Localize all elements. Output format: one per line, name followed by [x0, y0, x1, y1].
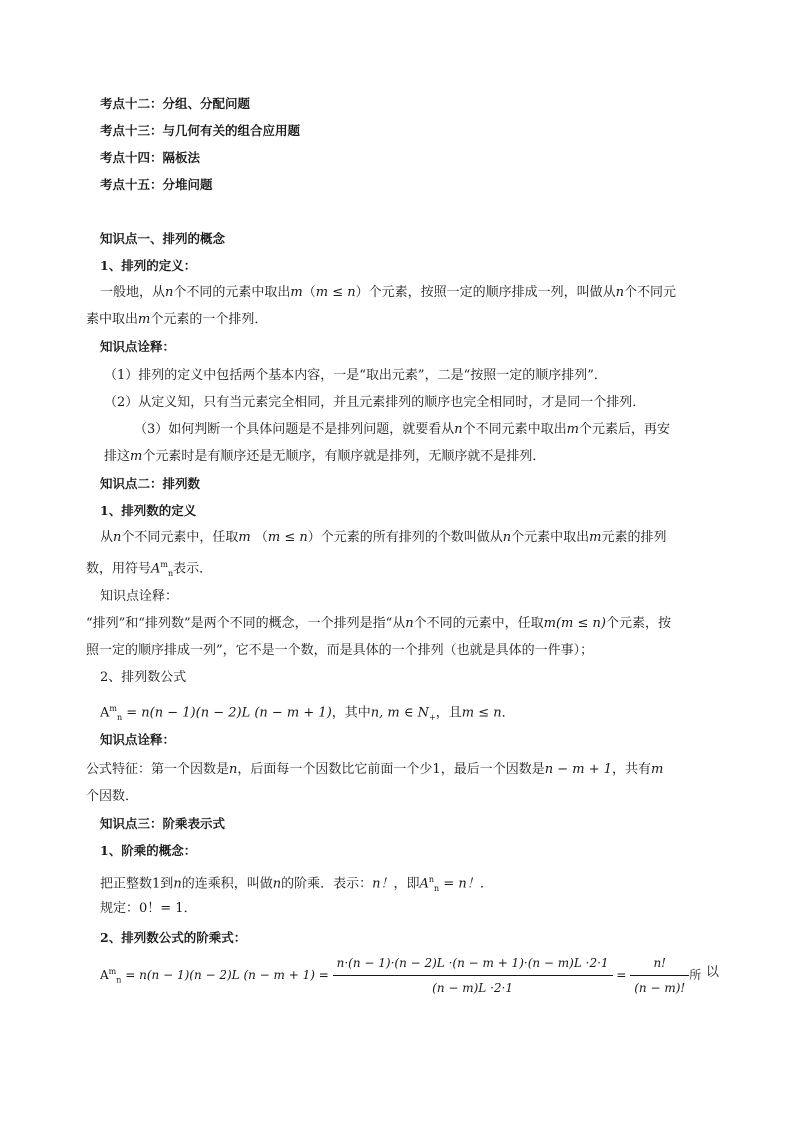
feature-line-1: 公式特征：第一个因数是n，后面每一个因数比它前面一个少1，最后一个因数是n − m + 1，共有m — [86, 762, 664, 777]
outline-item-15: 考点十五：分堆问题 — [100, 177, 213, 192]
note2-line-2: 照一定的顺序排成一列”，它不是一个数，而是具体的一个排列（也就是具体的一件事）； — [86, 643, 594, 658]
note-title-1: 知识点诠释： — [100, 339, 176, 354]
fraction-factorial: $\frac{n!}{(n - m)!}$ — [630, 953, 689, 998]
rule-line: 规定：0！= 1． — [100, 901, 197, 916]
factorial-title: 2、排列数公式的阶乘式： — [100, 930, 247, 945]
concept-title: 1、阶乘的概念： — [100, 843, 197, 858]
note-1: （1）排列的定义中包括两个基本内容，一是“取出元素”，二是“按照一定的顺序排列”． — [104, 368, 607, 383]
formula-tail: 以 — [706, 965, 720, 980]
note-title-2: 知识点诠释： — [100, 589, 179, 604]
definition-line-2: 素中取出m个元素的一个排列． — [86, 312, 268, 327]
definition-title-1: 1、排列的定义： — [100, 258, 197, 273]
note2-line-1: “排列”和“排列数”是两个不同的概念，一个排列是指“从n个不同的元素中，任取m(m ≤ n)个元素，按 — [86, 616, 671, 631]
outline-item-14: 考点十四：隔板法 — [100, 150, 201, 165]
definition-line-1: 一般地，从n个不同的元素中取出m（m ≤ n）个元素，按照一定的顺序排成一列，叫做从n个不同元 — [100, 285, 677, 300]
definition2-line-1: 从n个不同元素中，任取m （m ≤ n）个元素的所有排列的个数叫做从n个元素中取出m元素的排列 — [100, 530, 667, 545]
note-title-3: 知识点诠释： — [100, 732, 176, 747]
definition2-line-2: 数，用符号$A^m_n$表示． — [86, 560, 213, 578]
feature-line-2: 个因数． — [86, 789, 139, 804]
note-3-line-2: 排这m个元素时是有顺序还是无顺序，有顺序就是排列，无顺序就不是排列． — [104, 449, 546, 464]
permutation-formula: $A^m_n = n(n - 1)(n - 2)L$ (n − m + 1)，其中n, m ∈ $N_+$，且m ≤ n． — [100, 704, 515, 722]
outline-item-13: 考点十三：与几何有关的组合应用题 — [100, 123, 301, 138]
section-heading-1: 知识点一、排列的概念 — [100, 231, 226, 246]
factorial-formula: $A^m_n = n(n - 1)(n - 2)L$ (n − m + 1) = $\frac{n\cdot(n - 1)\cdot(n - 2)L \cdot(n - m + 1)\cdot(n - m)L \cdot 2\cdot 1}{(n - m)L \cdot 2\cdot 1}$ = $\frac{n!}{(n - m)!}$ 所 — [100, 953, 701, 998]
note-3-line-1: （3）如何判断一个具体问题是不是排列问题，就要看从n个不同元素中取出m个元素后，再安 — [134, 422, 671, 437]
outline-item-12: 考点十二：分组、分配问题 — [100, 96, 251, 111]
formula-title: 2、排列数公式 — [100, 670, 187, 685]
definition-title-2: 1、排列数的定义 — [100, 503, 197, 518]
note-2: （2）从定义知，只有当元素完全相同，并且元素排列的顺序也完全相同时，才是同一个排列． — [104, 395, 646, 410]
section-heading-3: 知识点三：阶乘表示式 — [100, 816, 226, 831]
fraction-expanded: $\frac{n\cdot(n - 1)\cdot(n - 2)L \cdot(n - m + 1)\cdot(n - m)L \cdot 2\cdot 1}{(n - m)L \cdot 2\cdot 1}$ — [333, 953, 613, 998]
concept-line: 把正整数1到n的连乘积，叫做n的阶乘．表示：n！，即$A^n_n = n$！． — [100, 875, 493, 893]
section-heading-2: 知识点二：排列数 — [100, 476, 201, 491]
